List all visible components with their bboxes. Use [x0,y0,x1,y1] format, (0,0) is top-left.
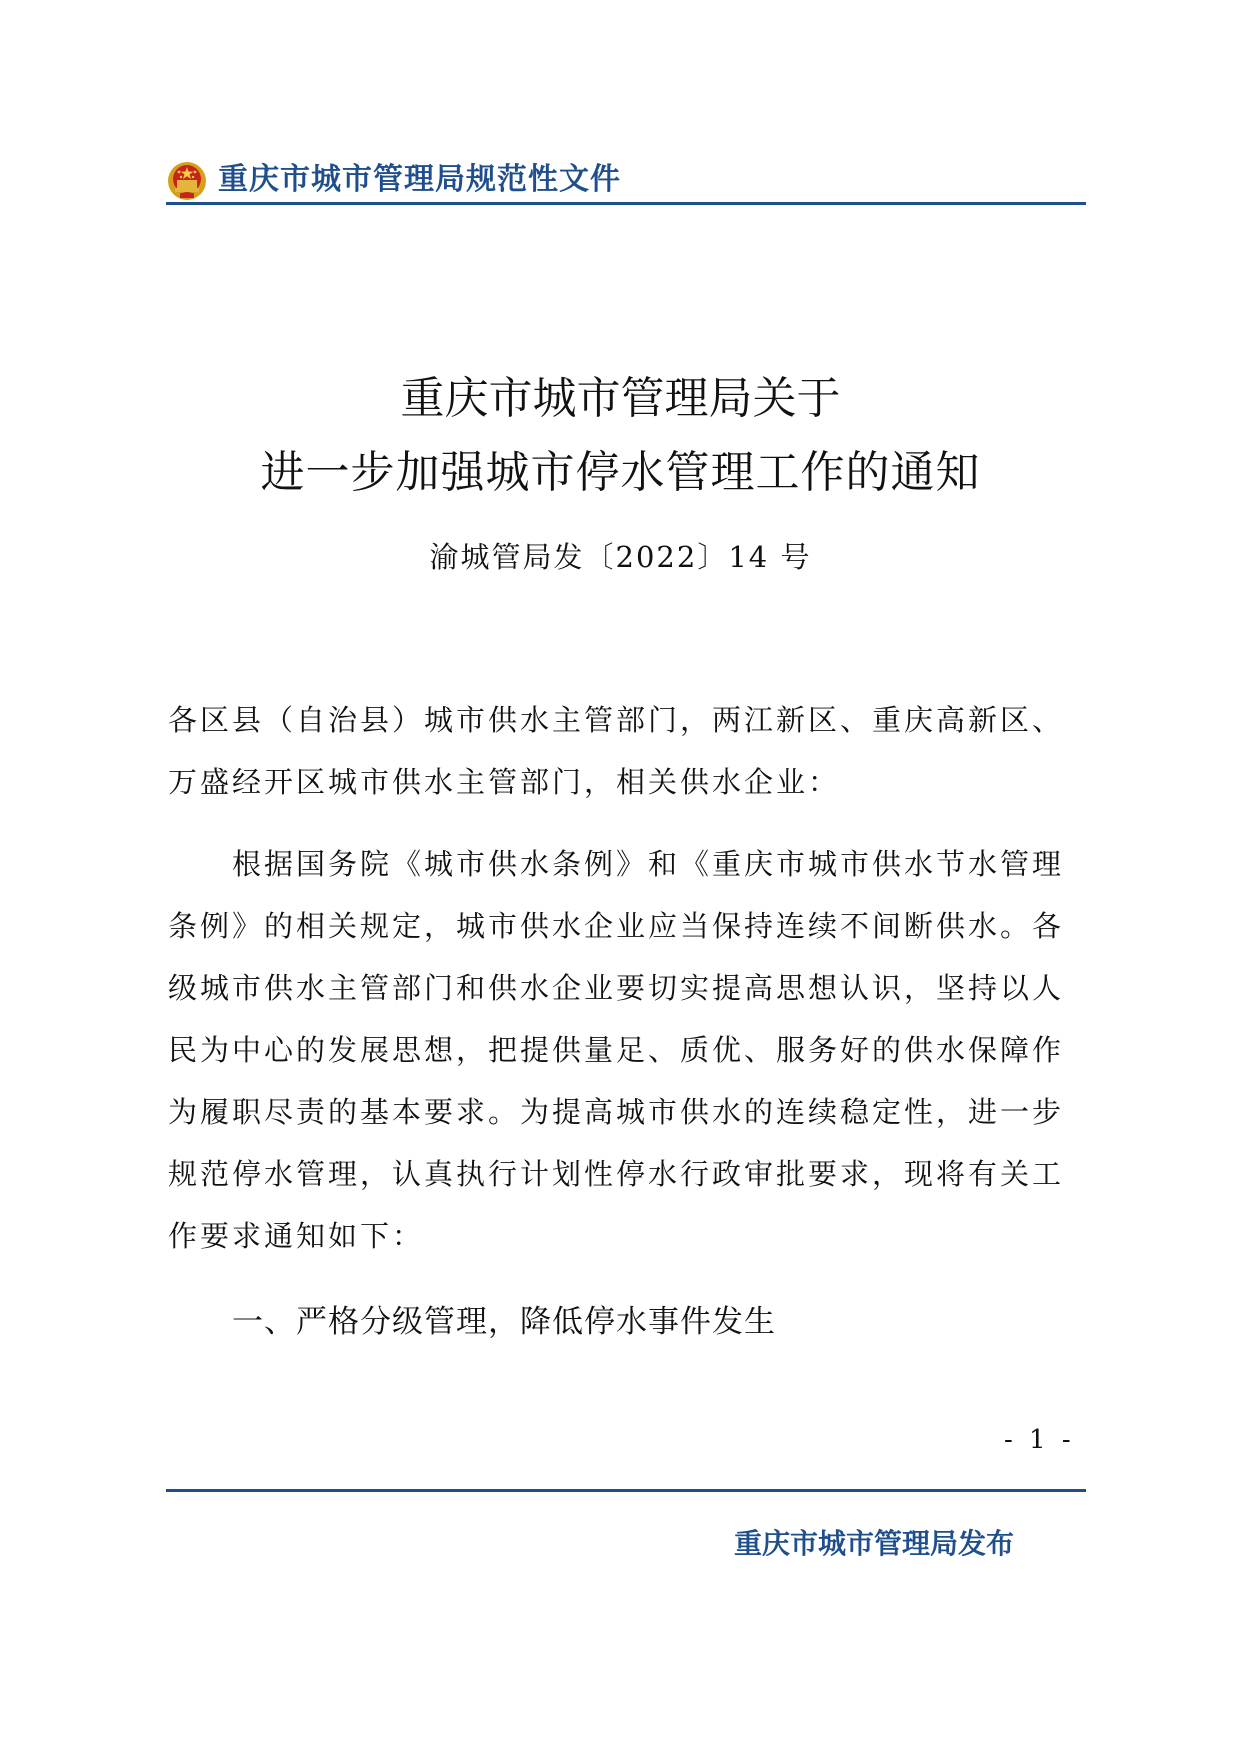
footer-publisher: 重庆市城市管理局发布 [734,1527,1015,1560]
document-title-line-2: 进一步加强城市停水管理工作的通知 [260,447,981,498]
national-emblem-icon [166,160,208,202]
header-divider [166,202,1086,205]
body-line: 民为中心的发展思想，把提供量足、质优、服务好的供水保障作 [168,1033,1065,1067]
body-line: 根据国务院《城市供水条例》和《重庆市城市供水节水管理 [232,847,1065,881]
document-number: 渝城管局发〔2022〕14 号 [429,540,812,574]
page-number: - 1 - [1004,1425,1075,1455]
body-line: 级城市供水主管部门和供水企业要切实提高思想认识，坚持以人 [168,971,1065,1005]
body-line: 作要求通知如下： [168,1219,425,1253]
body-line: 万盛经开区城市供水主管部门，相关供水企业： [168,765,841,799]
body-line: 为履职尽责的基本要求。为提高城市供水的连续稳定性，进一步 [168,1095,1065,1129]
body-line: 规范停水管理，认真执行计划性停水行政审批要求，现将有关工 [168,1157,1065,1191]
body-line: 各区县（自治县）城市供水主管部门，两江新区、重庆高新区、 [168,703,1065,737]
body-line: 条例》的相关规定，城市供水企业应当保持连续不间断供水。各 [168,909,1065,943]
header-title: 重庆市城市管理局规范性文件 [218,162,621,197]
section-heading: 一、严格分级管理，降低停水事件发生 [232,1304,776,1340]
footer-divider [166,1489,1086,1492]
document-title-line-1: 重庆市城市管理局关于 [400,373,841,424]
document-header [166,160,1086,206]
